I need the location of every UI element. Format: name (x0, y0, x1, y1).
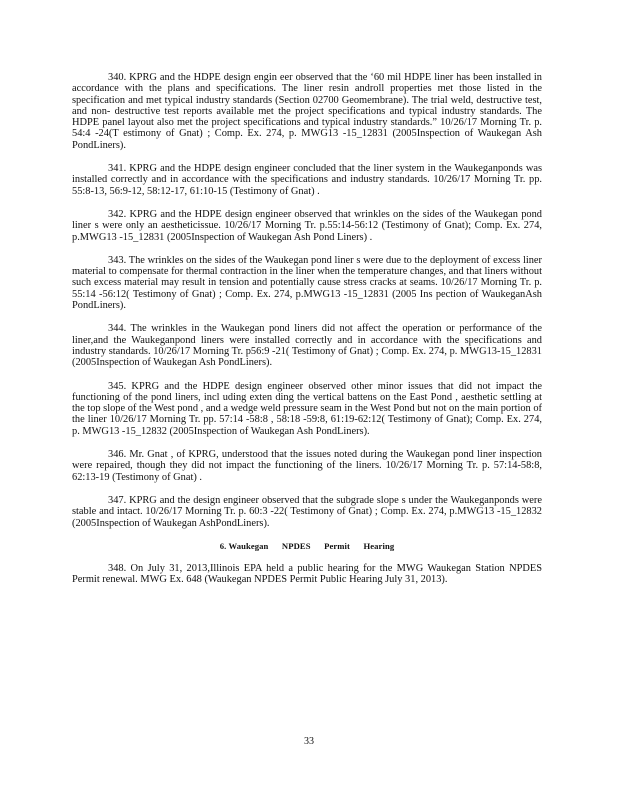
paragraph-341: 341. KPRG and the HDPE design engineer concluded that the liner system in the Waukeganponds was installed correctly and in accordance with the specifications and industry standards. 10/26/17 Morning Tr. pp. 55:8-13, 56:9-12, 58:12-17, 61:10-15 (Testimony of Gnat) . (72, 163, 542, 197)
paragraph-344: 344. The wrinkles in the Waukegan pond liners did not affect the operation or performance of the liner,and the Waukeganpond liners were installed correctly and in accordance with the specifications and industry standards. 10/26/17 Morning Tr. p56:9 -21( Testimony of Gnat) ; Comp. Ex. 274, p. MWG13-15_12831 (2005Inspection of Waukegan Ash PondLiners). (72, 323, 542, 369)
paragraph-342: 342. KPRG and the HDPE design engineer observed that wrinkles on the sides of the Waukegan pond liner s were only an aestheticissue. 10/26/17 Morning Tr. p.55:14-56:12 (Testimony of Gnat); Comp. Ex. 274, p.MWG13 -15_12831 (2005Inspection of Waukegan Ash Pond Liners) . (72, 208, 542, 243)
paragraph-345: 345. KPRG and the HDPE design engineer observed other minor issues that did not impact the functioning of the pond liners, incl uding exten ding the vertical battens on the East Pond , aesthetic settling at the top slope of the West pond , and a wedge weld pressure seam in the West Pond but not on the main portion of the liner 10/26/17 Morning Tr. pp. 57:14 -58:8 , 58:18 -59:8, 61:19-62:12( Testimony of Gnat); Comp. Ex. 274, p. MWG13 -15_12832 (2005Inspection of Waukegan Ash PondLiners). (72, 380, 542, 437)
paragraph-347: 347. KPRG and the design engineer observed that the subgrade slope s under the Waukeganponds were stable and intact. 10/26/17 Morning Tr. p. 60:3 -22( Testimony of Gnat) ; Comp. Ex. 274, p.MWG13 -15_12832 (2005Inspection of Waukegan AshPondLiners). (72, 494, 542, 529)
page-body (72, 72, 542, 597)
paragraph-343: 343. The wrinkles on the sides of the Waukegan pond liner s were due to the deployment of excess liner material to compensate for thermal contraction in the liner when the temperature changes, and that liners without such excess material may result in tension and potentially cause stress cracks at seams. 10/26/17 Morning Tr. p. 55:14 -56:12( Testimony of Gnat) ; Comp. Ex. 274, p.MWG13 -15_12831 (2005 Ins pection of WaukeganAsh PondLiners). (72, 254, 542, 312)
paragraph-346: 346. Mr. Gnat , of KPRG, understood that the issues noted during the Waukegan pond liner inspection were repaired, though they did not impact the functioning of the liners. 10/26/17 Morning Tr. p. 57:14-58:8, 62:13-19 (Testimony of Gnat) . (72, 449, 542, 483)
paragraph-348: 348. On July 31, 2013,Illinois EPA held a public hearing for the MWG Waukegan Station NPDES Permit renewal. MWG Ex. 648 (Waukegan NPDES Permit Public Hearing July 31, 2013). (72, 562, 542, 586)
section-heading: 6. Waukegan NPDES Permit Hearing (219, 540, 395, 551)
paragraph-340: 340. KPRG and the HDPE design engin eer observed that the ‘60 mil HDPE liner has been installed in accordance with the plans and specifications. The liner resin androll properties met those listed in the specification and met typical industry standards (Section 02700 Geomembrane). The trial weld, destructive test, and non- destructive test reports available met the project specifications and typical industry standards. The HDPE panel layout also met the project specifications and typical industry standards.” 10/26/17 Morning Tr. p. 54:4 -24(T estimony of Gnat) ; Comp. Ex. 274, p. MWG13 -15_12831 (2005Inspection of Waukegan Ash PondLiners). (72, 72, 542, 151)
page-number: 33 (304, 736, 314, 747)
